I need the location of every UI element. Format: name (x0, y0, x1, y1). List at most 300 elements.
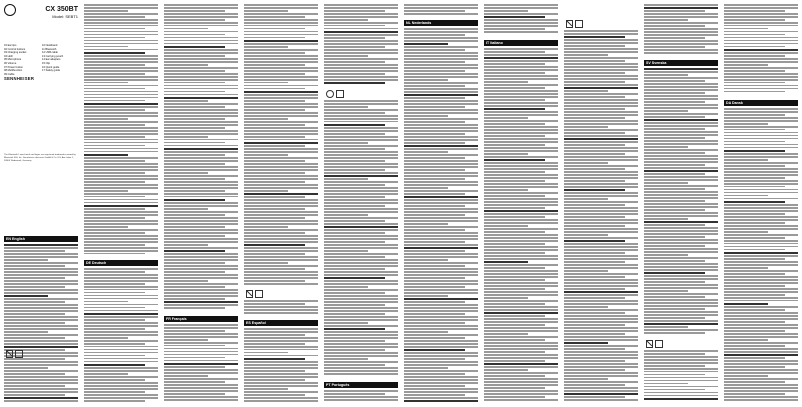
text-block (724, 108, 798, 403)
text-line (724, 315, 798, 317)
text-line (564, 378, 608, 380)
text-line (84, 268, 158, 270)
text-line (164, 7, 238, 9)
text-line (724, 285, 785, 287)
text-line (644, 37, 705, 39)
text-line (724, 240, 798, 242)
text-line (164, 76, 238, 78)
text-line (324, 364, 385, 366)
text-line (404, 49, 465, 51)
text-line (164, 390, 238, 392)
text-line (324, 355, 398, 357)
text-line (4, 322, 65, 324)
text-line (644, 290, 688, 292)
text-line (644, 13, 718, 15)
text-line (644, 28, 718, 30)
text-line (84, 160, 145, 162)
text-line (564, 306, 608, 308)
text-line (404, 67, 478, 69)
text-line (244, 61, 318, 63)
text-line (84, 136, 145, 138)
text-line (564, 90, 608, 92)
text-line (244, 55, 318, 57)
text-line (164, 235, 225, 237)
text-line (724, 363, 798, 365)
text-line (644, 371, 718, 373)
text-line (404, 253, 478, 255)
text-line (564, 81, 625, 83)
text-line (244, 312, 318, 314)
text-line (484, 168, 558, 170)
text-line (84, 154, 128, 156)
text-line (164, 172, 208, 174)
text-line (164, 85, 238, 87)
text-line (324, 175, 398, 177)
text-line (244, 334, 305, 336)
text-line (724, 336, 798, 338)
text-line (324, 313, 385, 315)
text-line (404, 259, 448, 261)
text-line (724, 345, 785, 347)
text-line (724, 243, 798, 245)
text-line (484, 228, 558, 230)
text-line (164, 345, 225, 347)
battery-icon (326, 90, 334, 98)
text-line (244, 337, 318, 339)
text-line (404, 250, 465, 252)
text-line (644, 245, 705, 247)
text-block (324, 4, 398, 86)
text-line (404, 388, 478, 390)
text-line (724, 37, 798, 39)
text-line (164, 73, 238, 75)
text-line (244, 97, 318, 99)
text-line (724, 339, 768, 341)
text-line (644, 272, 705, 274)
text-line (84, 133, 158, 135)
text-line (484, 390, 558, 392)
text-line (484, 93, 558, 95)
text-line (324, 223, 398, 225)
text-line (84, 67, 158, 69)
text-line (724, 231, 768, 233)
text-line (484, 57, 558, 59)
text-line (244, 226, 288, 228)
text-line (644, 242, 718, 244)
text-line (564, 132, 625, 134)
text-line (164, 304, 238, 306)
text-line (644, 374, 705, 376)
text-line (84, 289, 158, 291)
text-line (404, 286, 465, 288)
text-line (564, 252, 625, 254)
text-line (4, 253, 78, 255)
ce-mark-icon (575, 20, 583, 28)
text-line (724, 171, 798, 173)
text-line (84, 70, 158, 72)
text-line (324, 106, 368, 108)
text-line (404, 193, 465, 195)
part-item: 11 Bluetooth (42, 47, 57, 51)
text-line (644, 314, 718, 316)
text-line (244, 13, 318, 15)
text-line (724, 180, 798, 182)
text-line (244, 388, 288, 390)
text-line (244, 28, 305, 30)
text-line (4, 259, 48, 261)
text-line (164, 298, 225, 300)
text-line (164, 208, 208, 210)
part-item: 07 Power button (4, 65, 23, 69)
text-line (724, 144, 798, 146)
text-line (484, 279, 545, 281)
text-line (564, 189, 625, 191)
text-line (324, 289, 398, 291)
text-line (404, 367, 448, 369)
text-line (484, 51, 545, 53)
text-line (84, 307, 145, 309)
text-line (724, 82, 785, 84)
text-line (564, 84, 638, 86)
text-line (724, 120, 798, 122)
text-line (484, 114, 558, 116)
text-line (84, 298, 158, 300)
text-line (564, 144, 625, 146)
text-line (564, 384, 625, 386)
text-line (404, 130, 478, 132)
text-line (404, 202, 478, 204)
text-line (324, 178, 368, 180)
text-line (564, 225, 625, 227)
section-header-da: DA Dansk (724, 100, 798, 106)
text-line (484, 399, 558, 401)
text-line (84, 40, 158, 42)
text-line (164, 265, 238, 267)
text-block (404, 4, 478, 16)
text-line (404, 229, 465, 231)
text-line (404, 235, 478, 237)
text-line (724, 393, 785, 395)
text-line (644, 359, 718, 361)
text-line (404, 292, 478, 294)
text-line (84, 364, 145, 366)
text-line (324, 73, 385, 75)
text-line (564, 267, 638, 269)
text-line (724, 132, 798, 134)
text-line (404, 31, 478, 33)
text-line (404, 115, 448, 117)
text-line (484, 273, 558, 275)
text-line (84, 31, 158, 33)
text-line (724, 61, 798, 63)
text-line (164, 169, 238, 171)
text-line (164, 16, 238, 18)
text-line (404, 373, 465, 375)
text-line (244, 181, 305, 183)
text-line (484, 327, 558, 329)
text-line (324, 367, 398, 369)
text-line (484, 231, 545, 233)
text-line (484, 174, 558, 176)
text-line (484, 294, 558, 296)
text-line (84, 169, 158, 171)
text-line (404, 103, 478, 105)
text-line (164, 64, 208, 66)
text-line (564, 303, 638, 305)
text-line (404, 310, 478, 312)
text-line (324, 337, 398, 339)
text-line (644, 323, 718, 325)
text-line (404, 325, 478, 327)
text-line (164, 199, 225, 201)
section-header-nl: NL Nederlands (404, 20, 478, 26)
text-line (164, 396, 238, 398)
text-line (564, 57, 638, 59)
text-line (404, 274, 478, 276)
text-line (84, 211, 158, 213)
text-line (244, 184, 318, 186)
text-line (564, 138, 638, 140)
text-line (324, 274, 398, 276)
text-line (484, 189, 528, 191)
text-block (324, 390, 398, 403)
text-block (244, 4, 318, 286)
text-line (484, 198, 558, 200)
text-line (404, 358, 465, 360)
text-line (244, 100, 305, 102)
text-line (84, 358, 158, 360)
text-line (84, 388, 158, 390)
text-line (404, 277, 465, 279)
text-line (324, 208, 398, 210)
text-line (644, 167, 718, 169)
text-line (84, 397, 158, 399)
text-line (84, 220, 158, 222)
text-line (164, 181, 238, 183)
text-line (484, 237, 558, 239)
text-line (724, 216, 798, 218)
text-line (84, 10, 128, 12)
text-line (324, 76, 398, 78)
symbol-row-es (246, 290, 263, 298)
text-line (404, 271, 478, 273)
text-line (84, 328, 145, 330)
text-line (724, 291, 798, 293)
text-line (564, 186, 638, 188)
text-line (564, 141, 638, 143)
text-line (84, 109, 145, 111)
text-line (564, 198, 608, 200)
text-line (724, 70, 785, 72)
text-line (644, 83, 718, 85)
text-line (404, 391, 478, 393)
section-header-de: DE Deutsch (84, 260, 158, 266)
ce-mark-icon (15, 350, 23, 358)
text-line (484, 66, 558, 68)
text-line (564, 393, 638, 395)
text-line (484, 264, 558, 266)
text-line (724, 201, 785, 203)
text-line (244, 22, 318, 24)
text-line (164, 342, 238, 344)
text-line (404, 40, 478, 42)
text-line (324, 232, 385, 234)
text-line (244, 271, 318, 273)
text-line (724, 387, 798, 389)
text-line (324, 393, 385, 395)
text-block (164, 4, 238, 312)
text-line (244, 169, 318, 171)
text-line (644, 284, 718, 286)
text-line (84, 355, 145, 357)
text-line (484, 282, 558, 284)
text-line (484, 336, 558, 338)
text-line (324, 31, 398, 33)
text-line (324, 142, 368, 144)
text-line (84, 52, 145, 54)
text-line (564, 48, 638, 50)
text-line (164, 112, 238, 114)
text-line (164, 40, 238, 42)
text-line (324, 127, 398, 129)
text-line (484, 129, 558, 131)
text-line (724, 34, 785, 36)
text-line (164, 58, 238, 60)
text-line (724, 258, 785, 260)
text-line (84, 97, 158, 99)
text-line (324, 268, 385, 270)
text-line (244, 190, 288, 192)
text-line (644, 194, 718, 196)
text-line (644, 281, 705, 283)
section-header-fr: FR Français (164, 316, 238, 322)
text-line (724, 186, 785, 188)
text-line (724, 22, 798, 24)
text-line (4, 244, 78, 246)
text-line (324, 160, 385, 162)
text-line (244, 355, 318, 357)
text-line (164, 187, 238, 189)
text-line (244, 208, 305, 210)
text-line (244, 79, 318, 81)
text-line (84, 313, 158, 315)
text-line (164, 79, 238, 81)
text-line (164, 190, 225, 192)
text-line (244, 303, 305, 305)
text-line (564, 315, 638, 317)
text-line (244, 34, 318, 36)
part-list-2 (42, 44, 78, 73)
text-line (84, 103, 158, 105)
text-line (324, 190, 398, 192)
text-block (4, 244, 78, 403)
text-line (644, 248, 718, 250)
text-line (404, 208, 478, 210)
text-line (484, 22, 558, 24)
text-line (404, 301, 465, 303)
text-line (164, 301, 238, 303)
text-line (324, 58, 398, 60)
text-line (324, 334, 398, 336)
text-line (644, 326, 688, 328)
text-line (324, 34, 398, 36)
text-line (244, 244, 305, 246)
text-line (404, 148, 478, 150)
text-line (724, 369, 798, 371)
text-line (164, 327, 238, 329)
text-line (244, 253, 305, 255)
text-line (724, 55, 785, 57)
text-line (644, 392, 718, 394)
text-line (484, 369, 528, 371)
text-line (484, 72, 545, 74)
text-line (404, 232, 478, 234)
text-line (484, 270, 558, 272)
text-line (644, 170, 718, 172)
text-line (564, 288, 625, 290)
text-line (244, 70, 318, 72)
text-line (324, 10, 385, 12)
text-line (324, 112, 385, 114)
text-line (84, 310, 158, 312)
text-line (724, 249, 785, 251)
text-line (324, 43, 398, 45)
text-line (484, 69, 558, 71)
text-line (244, 229, 318, 231)
text-line (724, 28, 768, 30)
text-line (84, 202, 158, 204)
text-line (404, 139, 478, 141)
ce-mark-icon (255, 290, 263, 298)
text-line (564, 396, 625, 398)
text-block (564, 30, 638, 403)
text-line (644, 320, 718, 322)
text-line (84, 271, 145, 273)
text-line (164, 28, 208, 30)
text-line (244, 25, 318, 27)
text-line (724, 40, 798, 42)
text-line (484, 258, 558, 260)
text-line (404, 328, 478, 330)
text-line (644, 212, 718, 214)
text-line (724, 156, 798, 158)
text-line (4, 364, 78, 366)
text-line (644, 365, 705, 367)
text-line (564, 39, 638, 41)
text-line (724, 372, 798, 374)
text-line (244, 94, 318, 96)
part-item: 02 Control buttons (4, 47, 26, 51)
text-line (564, 219, 638, 221)
text-line (484, 28, 545, 30)
text-line (564, 156, 638, 158)
text-line (404, 88, 478, 90)
text-line (724, 168, 798, 170)
text-line (404, 379, 478, 381)
text-line (84, 190, 128, 192)
text-line (324, 28, 398, 30)
text-line (324, 214, 368, 216)
text-line (484, 387, 545, 389)
text-line (484, 132, 558, 134)
text-line (164, 289, 238, 291)
text-line (164, 157, 238, 159)
text-line (644, 46, 705, 48)
text-line (324, 169, 385, 171)
text-line (324, 310, 398, 312)
text-block (324, 100, 398, 378)
text-line (724, 213, 785, 215)
